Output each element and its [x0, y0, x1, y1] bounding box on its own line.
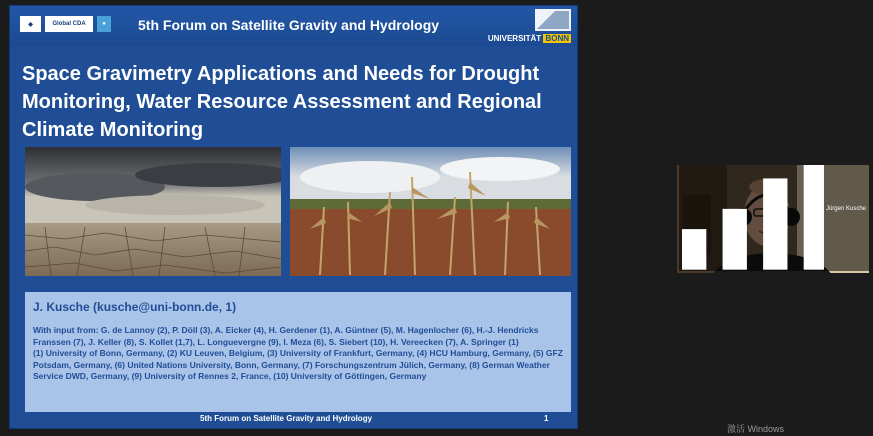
cracked-earth-photo: [25, 147, 281, 276]
participant-name-tag: [679, 165, 869, 271]
contributors-text: With input from: G. de Lannoy (2), P. Döll (3), A. Eicker (4), H. Gerdener (1), A. Güntner (5), M. Hagenlocher (6), H.-J. Hendricks Franssen (7), J. Keller (8), S. Kollet (1,7), L. Longuevergne (9), I. Meza (6), S. Siebert (10), H. Vereecken (7), A. Springer (1): [33, 325, 539, 347]
globe-logo-icon: ●: [97, 16, 111, 32]
forum-title: 5th Forum on Satellite Gravity and Hydrology: [138, 17, 440, 33]
dried-corn-field-photo: [290, 147, 571, 276]
author-line: J. Kusche (kusche@uni-bonn.de, 1): [33, 300, 237, 314]
logo-text-cda: CDA: [72, 21, 86, 27]
shared-slide: [9, 5, 578, 429]
university-emblem-icon: [535, 9, 571, 31]
partner-logos: [20, 16, 111, 32]
signal-strength-icon: [682, 165, 824, 270]
slide-page-number: 1: [544, 414, 549, 423]
slide-title: Space Gravimetry Applications and Needs for Drought Monitoring, Water Resource Assessment and Regional Climate Monitoring: [22, 63, 542, 141]
partner-logo-icon: ◆: [20, 16, 41, 32]
slide-header: [10, 6, 577, 46]
university-prefix: UNIVERSITÄT: [487, 34, 542, 43]
university-suffix: BONN: [545, 34, 569, 43]
logo-text-global: Global: [52, 21, 71, 27]
author-info-box: [25, 292, 571, 413]
affiliations-text: (1) University of Bonn, Germany, (2) KU Leuven, Belgium, (3) University of Frankfurt, Germany, (4) HCU Hamburg, Germany, (5) GFZ Potsdam, Germany, (6) United Nations University, Bonn, Germany, (7) Forschungszentrum Jülich, Germany, (8) German Weather Service DWD, Germany, (9) University of Rennes 2, France, (10) University of Göttingen, Germany: [33, 348, 563, 382]
university-bonn-logo: [485, 9, 573, 45]
slide-footer: [10, 412, 577, 428]
university-name: [488, 34, 571, 43]
participant-name: Jürgen Kusche: [825, 206, 866, 213]
windows-activation-watermark: 激活 Windows: [727, 424, 785, 434]
global-cda-logo: [45, 16, 93, 32]
footer-title: 5th Forum on Satellite Gravity and Hydrology: [200, 414, 373, 423]
participant-video-tile[interactable]: [677, 165, 869, 273]
